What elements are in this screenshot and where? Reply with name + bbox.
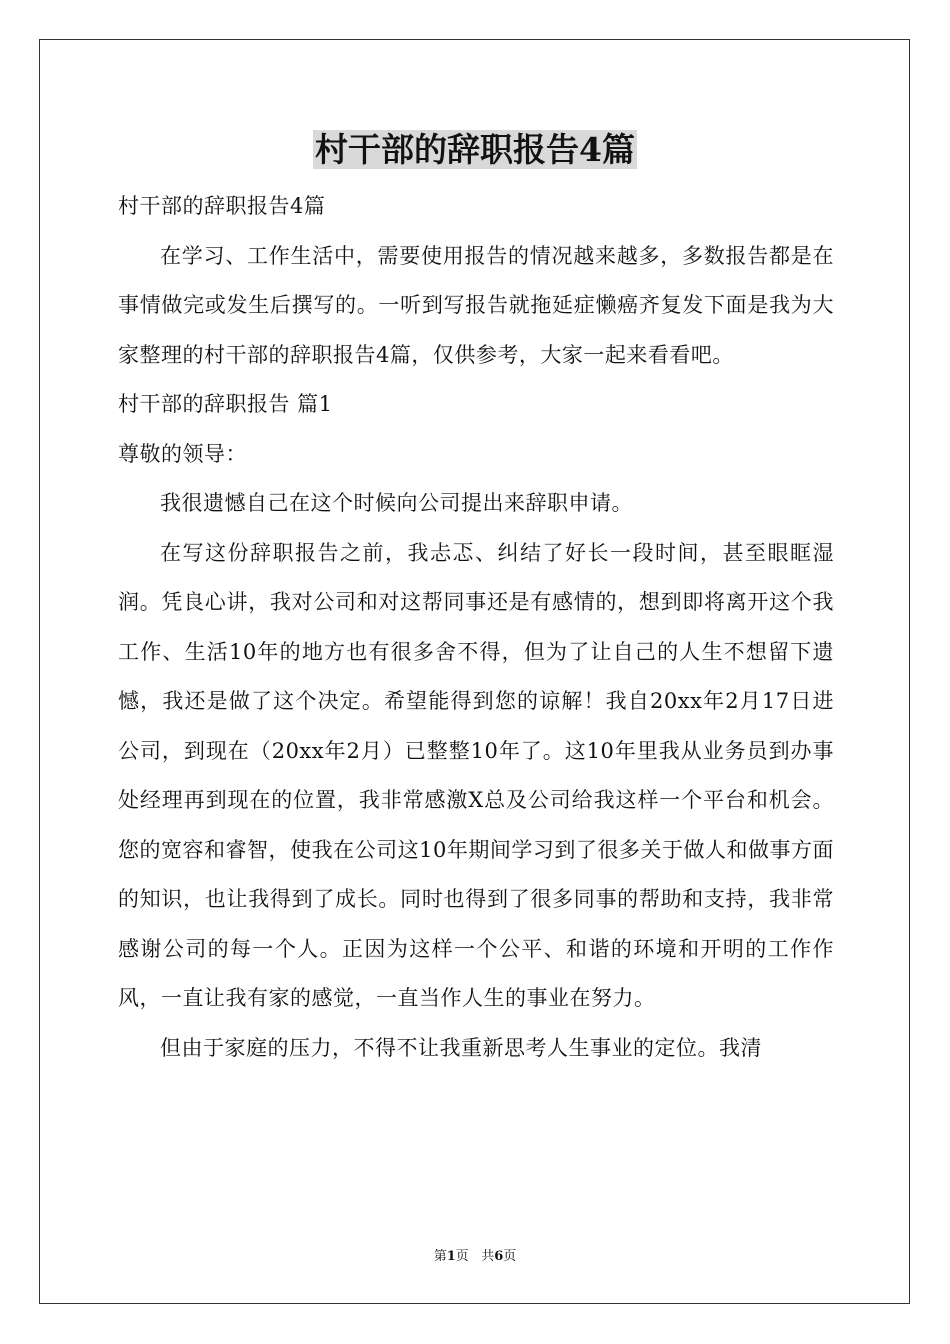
paragraph-body: 我很遗憾自己在这个时候向公司提出来辞职申请。 xyxy=(160,491,633,515)
paragraph-section-title: 村干部的辞职报告 篇1 xyxy=(118,392,333,416)
paragraph-body: 在写这份辞职报告之前，我忐忑、纠结了好长一段时间，甚至眼眶湿润。凭良心讲，我对公司和对这帮同事还是有感情的，想到即将离开这个我工作、生活10年的地方也有很多舍不得，但为了让自己的人生不想留下遗憾，我还是做了这个决定。希望能得到您的谅解！我自20xx年2月17日进公司，到现在（20xx年2月）已整整10年了。这10年里我从业务员到办事处经理再到现在的位置，我非常感激X总及公司给我这样一个平台和机会。您的宽容和睿智，使我在公司这10年期间学习到了很多关于做人和做事方面的知识，也让我得到了成长。同时也得到了很多同事的帮助和支持，我非常感谢公司的每一个人。正因为这样一个公平、和谐的环境和开明的工作作风，一直让我有家的感觉，一直当作人生的事业在努力。 xyxy=(118,540,834,1010)
total-pages: 6 xyxy=(494,1249,504,1264)
paragraph-intro: 在学习、工作生活中，需要使用报告的情况越来越多，多数报告都是在事情做完或发生后撰写的。一听到写报告就拖延症懒癌齐复发下面是我为大家整理的村干部的辞职报告4篇，仅供参考，大家一起来看看吧。 xyxy=(118,243,834,367)
page-footer xyxy=(0,1248,950,1266)
document-body xyxy=(118,182,834,1073)
document-title xyxy=(0,128,950,172)
total-suffix: 页 xyxy=(503,1249,517,1264)
paragraph-heading: 村干部的辞职报告4篇 xyxy=(118,194,326,218)
page-prefix: 第 xyxy=(433,1249,447,1264)
paragraph-salutation: 尊敬的领导： xyxy=(118,441,247,466)
document-title-text: 村干部的辞职报告4篇 xyxy=(315,130,635,169)
paragraph-body: 但由于家庭的压力，不得不让我重新思考人生事业的定位。我清 xyxy=(160,1035,762,1060)
total-prefix: 共 xyxy=(481,1249,495,1264)
page-number: 1 xyxy=(446,1249,456,1264)
page-suffix: 页 xyxy=(455,1249,469,1264)
